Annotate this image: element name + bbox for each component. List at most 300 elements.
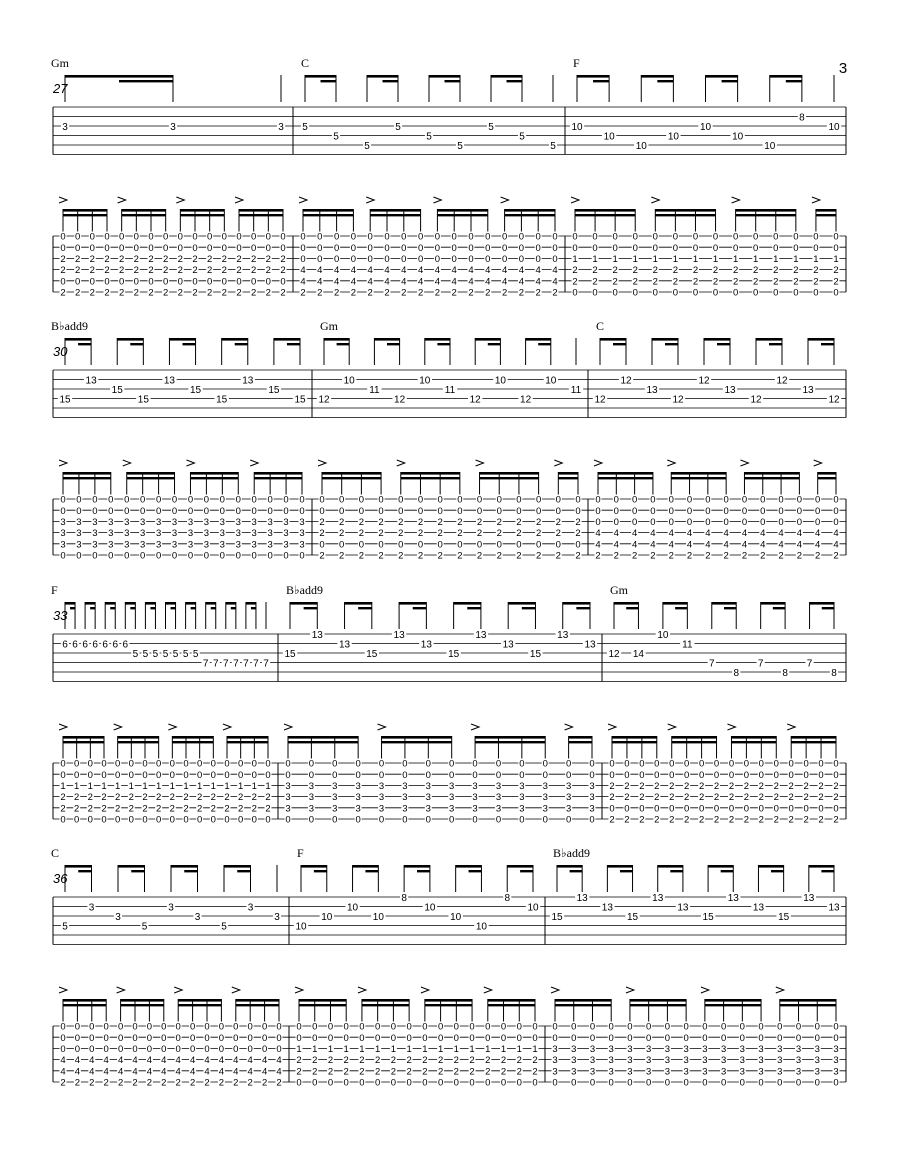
rhythm-fret-number: 0	[219, 494, 225, 506]
rhythm-fret-number: 2	[758, 814, 764, 826]
rhythm-fret-number: 0	[117, 1021, 124, 1033]
fret-number: 3	[278, 122, 284, 133]
rhythm-fret-number: 0	[612, 242, 618, 254]
rhythm-fret-number: 0	[813, 287, 819, 299]
rhythm-fret-number: 0	[406, 1032, 412, 1044]
rhythm-fret-number: 3	[833, 1066, 839, 1078]
rhythm-fret-number: 0	[777, 1032, 783, 1044]
rhythm-fret-number: 2	[654, 781, 660, 792]
rhythm-fret-number: 2	[453, 1066, 459, 1078]
accent-mark	[626, 987, 634, 993]
rhythm-fret-number: 0	[496, 494, 502, 506]
rhythm-fret-number: 0	[803, 769, 809, 781]
rhythm-fret-number: 0	[773, 287, 779, 299]
rhythm-fret-number: 0	[285, 814, 291, 826]
rhythm-fret-number: 2	[183, 803, 189, 815]
rhythm-fret-number: 0	[104, 242, 110, 254]
rhythm-fret-number: 0	[92, 494, 98, 506]
rhythm-fret-number: 0	[156, 769, 162, 781]
rhythm-fret-number: 4	[815, 539, 821, 551]
rhythm-fret-number: 2	[535, 287, 541, 299]
rhythm-fret-number: 0	[592, 231, 598, 243]
rhythm-fret-number: 2	[833, 781, 839, 792]
note-beam	[507, 865, 533, 868]
rhythm-fret-number: 4	[175, 1055, 181, 1067]
rhythm-fret-number: 0	[251, 494, 257, 506]
rhythm-fret-number: 2	[103, 1077, 109, 1089]
rhythm-fret-number: 1	[532, 1044, 538, 1055]
rhythm-fret-number: 0	[238, 814, 244, 826]
rhythm-fret-number: 1	[265, 781, 271, 792]
rhythm-fret-number: 0	[639, 769, 645, 781]
rhythm-fret-number: 0	[624, 803, 630, 815]
rhythm-fret-number: 0	[686, 494, 693, 506]
rhythm-fret-number: 0	[247, 1021, 253, 1033]
rhythm-fret-number: 0	[788, 769, 794, 781]
rhythm-fret-number: 2	[358, 517, 365, 528]
rhythm-fret-number: 2	[378, 517, 384, 528]
fret-number: 6	[112, 639, 119, 651]
rhythm-fret-number: 0	[183, 814, 189, 826]
fret-number: 3	[88, 902, 95, 914]
accent-mark	[295, 987, 303, 993]
rhythm-fret-number: 0	[378, 769, 385, 781]
rhythm-fret-number: 2	[236, 254, 242, 265]
note-beam	[612, 741, 657, 743]
rhythm-fret-number: 0	[672, 231, 679, 243]
rhythm-fret-number: 2	[652, 265, 658, 277]
rhythm-fret-number: 0	[155, 550, 162, 562]
note-beam	[555, 1004, 611, 1006]
note-beam	[65, 338, 91, 341]
rhythm-fret-number: 0	[401, 231, 407, 243]
accent-mark	[421, 987, 429, 993]
note-beam	[303, 209, 353, 212]
rhythm-fret-number: 0	[796, 505, 803, 517]
rhythm-fret-number: 0	[339, 494, 345, 506]
rhythm-fret-number: 3	[777, 1066, 783, 1078]
rhythm-fret-number: 2	[741, 550, 748, 562]
fret-number: 10	[450, 912, 462, 923]
note-beam	[652, 338, 678, 341]
rhythm-fret-number: 3	[219, 517, 225, 528]
note-beam	[761, 602, 785, 605]
rhythm-fret-number: 4	[233, 1066, 239, 1078]
rhythm-fret-number: 3	[449, 792, 455, 804]
rhythm-fret-number: 2	[624, 792, 630, 804]
rhythm-fret-number: 0	[261, 1044, 268, 1055]
rhythm-fret-number: 3	[495, 781, 502, 792]
chord-symbol: C	[301, 56, 310, 70]
fret-number: 5	[457, 141, 463, 152]
fret-number: 12	[776, 375, 788, 387]
note-beam	[121, 999, 164, 1002]
rhythm-fret-number: 2	[192, 265, 198, 277]
rhythm-fret-number: 2	[555, 517, 561, 528]
fret-number: 15	[702, 912, 714, 923]
rhythm-fret-number: 1	[732, 254, 739, 265]
rhythm-fret-number: 3	[571, 1066, 577, 1078]
rhythm-fret-number: 2	[723, 550, 729, 562]
accent-mark	[59, 987, 67, 993]
accent-mark	[250, 460, 258, 466]
rhythm-fret-number: 0	[390, 1021, 397, 1033]
note-beam	[655, 209, 715, 212]
rhythm-fret-number: 0	[133, 242, 139, 254]
rhythm-fret-number: 0	[815, 517, 821, 528]
note-beam	[520, 870, 533, 872]
rhythm-fret-number: 2	[773, 265, 779, 277]
rhythm-fret-number: 0	[612, 231, 618, 243]
rhythm-fret-number: 0	[187, 505, 194, 517]
rhythm-fret-number: 0	[705, 494, 711, 506]
rhythm-fret-number: 4	[247, 1055, 253, 1067]
accent-mark	[59, 197, 67, 203]
fret-number: 5	[333, 131, 339, 143]
note-beam	[358, 607, 372, 609]
rhythm-fret-number: 3	[92, 528, 98, 540]
rhythm-fret-number: 0	[608, 1021, 614, 1033]
rhythm-fret-number: 0	[720, 1021, 727, 1033]
note-beam	[508, 602, 535, 605]
rhythm-fret-number: 2	[261, 1077, 268, 1089]
fret-number: 10	[494, 375, 506, 387]
rhythm-fret-number: 0	[236, 231, 242, 243]
measure-number: 33	[53, 608, 68, 623]
rhythm-fret-number: 3	[378, 781, 385, 792]
rhythm-fret-number: 1	[453, 1044, 459, 1055]
rhythm-fret-number: 4	[247, 1066, 253, 1078]
rhythm-fret-number: 2	[156, 792, 162, 804]
rhythm-fret-number: 4	[613, 528, 619, 540]
note-beam	[670, 870, 683, 872]
rhythm-fret-number: 2	[128, 803, 134, 815]
rhythm-fret-number: 3	[402, 803, 408, 815]
rhythm-fret-number: 0	[87, 769, 93, 781]
rhythm-fret-number: 4	[175, 1066, 181, 1078]
rhythm-fret-number: 0	[753, 231, 759, 243]
note-beam	[130, 343, 143, 345]
rhythm-fret-number: 0	[535, 505, 542, 517]
accent-mark	[787, 724, 795, 730]
rhythm-fret-number: 2	[401, 287, 407, 299]
rhythm-fret-number: 3	[683, 1055, 689, 1067]
rhythm-fret-number: 2	[732, 276, 739, 288]
rhythm-fret-number: 0	[739, 1032, 745, 1044]
rhythm-fret-number: 2	[251, 254, 257, 265]
measure	[51, 56, 287, 299]
fret-number: 6	[62, 639, 68, 651]
rhythm-fret-number: 3	[758, 1044, 764, 1055]
note-beam	[367, 75, 398, 78]
rhythm-fret-number: 3	[565, 781, 572, 792]
rhythm-fret-number: 0	[589, 769, 595, 781]
note-beam	[480, 472, 539, 475]
rhythm-fret-number: 4	[161, 1055, 167, 1067]
note-beam	[425, 1004, 472, 1006]
note-beam	[172, 736, 213, 739]
rhythm-fret-number: 2	[183, 792, 189, 804]
rhythm-fret-number: 0	[778, 494, 784, 506]
rhythm-fret-number: 0	[631, 517, 638, 528]
rhythm-fret-number: 0	[285, 769, 291, 781]
rhythm-fret-number: 2	[221, 254, 227, 265]
fret-number: 10	[424, 902, 436, 914]
note-beam	[63, 209, 107, 212]
rhythm-fret-number: 3	[308, 781, 315, 792]
rhythm-fret-number: 0	[317, 254, 323, 265]
fret-number: 8	[733, 668, 740, 679]
rhythm-fret-number: 2	[398, 517, 404, 528]
rhythm-fret-number: 0	[251, 758, 257, 770]
rhythm-fret-number: 1	[375, 1044, 381, 1055]
rhythm-fret-number: 2	[60, 1077, 66, 1089]
rhythm-fret-number: 0	[495, 758, 502, 770]
rhythm-fret-number: 3	[627, 1044, 633, 1055]
rhythm-fret-number: 0	[359, 1021, 365, 1033]
rhythm-fret-number: 2	[803, 781, 809, 792]
note-beam	[557, 865, 582, 868]
fret-number: 11	[682, 639, 693, 651]
rhythm-fret-number: 1	[422, 1044, 428, 1055]
rhythm-fret-number: 3	[235, 539, 241, 551]
rhythm-fret-number: 0	[795, 1021, 802, 1033]
rhythm-fret-number: 2	[453, 1055, 459, 1067]
note-beam	[818, 472, 836, 475]
rhythm-fret-number: 0	[720, 1077, 727, 1089]
rhythm-fret-number: 0	[500, 1077, 507, 1089]
rhythm-fret-number: 1	[224, 781, 230, 792]
fret-number: 13	[420, 639, 432, 651]
rhythm-fret-number: 0	[437, 1077, 444, 1089]
rhythm-fret-number: 0	[224, 758, 230, 770]
fret-number: 11	[369, 385, 380, 396]
rhythm-fret-number: 0	[833, 517, 839, 528]
rhythm-fret-number: 2	[833, 550, 839, 562]
rhythm-fret-number: 0	[814, 1021, 820, 1033]
rhythm-fret-number: 0	[332, 814, 338, 826]
rhythm-fret-number: 2	[384, 287, 390, 299]
rhythm-fret-number: 0	[161, 1021, 167, 1033]
rhythm-fret-number: 1	[210, 781, 216, 792]
rhythm-fret-number: 0	[485, 1021, 491, 1033]
rhythm-fret-number: 0	[308, 814, 315, 826]
rhythm-fret-number: 0	[592, 287, 598, 299]
rhythm-fret-number: 3	[739, 1044, 745, 1055]
rhythm-fret-number: 0	[251, 276, 257, 288]
rhythm-fret-number: 0	[175, 1021, 181, 1033]
note-beam	[383, 80, 399, 82]
rhythm-fret-number: 0	[639, 758, 645, 770]
rhythm-fret-number: 0	[171, 550, 178, 562]
rhythm-fret-number: 1	[296, 1044, 302, 1055]
rhythm-fret-number: 0	[378, 505, 384, 517]
rhythm-fret-number: 3	[92, 517, 98, 528]
note-beam	[127, 477, 175, 479]
rhythm-fret-number: 0	[187, 494, 194, 506]
rhythm-fret-number: 2	[788, 781, 794, 792]
rhythm-fret-number: 1	[343, 1044, 349, 1055]
rhythm-fret-number: 0	[632, 242, 638, 254]
rhythm-fret-number: 2	[175, 1077, 181, 1089]
fret-number: 10	[545, 375, 557, 387]
note-beam	[526, 338, 551, 341]
accent-mark	[284, 724, 292, 730]
rhythm-fret-number: 3	[795, 1044, 802, 1055]
rhythm-fret-number: 2	[632, 276, 638, 288]
rhythm-fret-number: 4	[401, 276, 407, 288]
rhythm-fret-number: 0	[422, 1021, 428, 1033]
note-beam	[211, 607, 216, 609]
rhythm-fret-number: 3	[155, 528, 162, 540]
rhythm-fret-number: 2	[555, 550, 561, 562]
rhythm-fret-number: 0	[210, 758, 216, 770]
note-beam	[110, 607, 115, 609]
rhythm-fret-number: 0	[343, 1077, 349, 1089]
chord-symbol: B♭add9	[553, 846, 590, 860]
note-beam	[239, 209, 283, 212]
note-beam	[78, 870, 91, 872]
note-beam	[488, 999, 535, 1002]
rhythm-fret-number: 2	[251, 792, 257, 804]
rhythm-fret-number: 3	[472, 781, 478, 792]
note-beam	[122, 214, 166, 216]
rhythm-fret-number: 2	[207, 254, 213, 265]
rhythm-fret-number: 2	[575, 517, 581, 528]
rhythm-fret-number: 2	[60, 287, 66, 299]
rhythm-fret-number: 3	[720, 1066, 727, 1078]
rhythm-fret-number: 3	[833, 1055, 839, 1067]
rhythm-fret-number: 0	[417, 494, 424, 506]
fret-number: 7	[202, 658, 209, 670]
rhythm-fret-number: 0	[192, 276, 198, 288]
rhythm-fret-number: 2	[238, 792, 244, 804]
rhythm-fret-number: 4	[132, 1066, 138, 1078]
rhythm-fret-number: 0	[300, 231, 306, 243]
fret-number: 8	[401, 893, 407, 904]
rhythm-fret-number: 0	[355, 769, 361, 781]
rhythm-fret-number: 0	[793, 231, 799, 243]
rhythm-fret-number: 0	[350, 254, 357, 265]
rhythm-fret-number: 3	[664, 1044, 671, 1055]
rhythm-fret-number: 0	[75, 231, 81, 243]
fret-number: 12	[608, 649, 620, 660]
note-beam	[577, 75, 609, 78]
note-beam	[236, 999, 279, 1002]
rhythm-fret-number: 2	[89, 287, 95, 299]
note-beam	[425, 999, 472, 1002]
rhythm-fret-number: 3	[542, 803, 548, 815]
rhythm-fret-number: 0	[401, 242, 407, 254]
rhythm-fret-number: 0	[758, 1077, 764, 1089]
rhythm-fret-number: 4	[741, 528, 748, 540]
rhythm-fret-number: 2	[516, 528, 522, 540]
rhythm-fret-number: 0	[516, 1077, 522, 1089]
rhythm-fret-number: 0	[613, 505, 619, 517]
rhythm-fret-number: 0	[210, 814, 216, 826]
rhythm-fret-number: 2	[595, 550, 601, 562]
rhythm-fret-number: 0	[163, 242, 169, 254]
rhythm-fret-number: 0	[552, 231, 558, 243]
rhythm-fret-number: 0	[75, 276, 81, 288]
note-beam	[672, 736, 717, 739]
rhythm-fret-number: 0	[732, 231, 739, 243]
rhythm-fret-number: 2	[359, 1066, 365, 1078]
rhythm-fret-number: 0	[552, 242, 558, 254]
rhythm-fret-number: 0	[207, 276, 213, 288]
fret-number: 5	[550, 141, 556, 152]
note-beam	[822, 607, 834, 609]
rhythm-fret-number: 0	[496, 505, 502, 517]
rhythm-fret-number: 0	[631, 494, 638, 506]
rhythm-fret-number: 0	[265, 231, 271, 243]
rhythm-fret-number: 0	[728, 803, 735, 815]
rhythm-fret-number: 0	[267, 494, 273, 506]
rhythm-fret-number: 0	[684, 769, 690, 781]
chord-symbol: Gm	[51, 56, 69, 70]
rhythm-fret-number: 0	[646, 1077, 652, 1089]
rhythm-fret-number: 0	[175, 1044, 181, 1055]
rhythm-fret-number: 0	[276, 1021, 282, 1033]
rhythm-fret-number: 0	[402, 814, 408, 826]
note-beam	[63, 999, 106, 1002]
rhythm-fret-number: 2	[221, 265, 227, 277]
fret-number: 3	[168, 902, 174, 914]
note-beam	[507, 80, 523, 82]
rhythm-fret-number: 2	[713, 814, 720, 826]
rhythm-fret-number: 4	[117, 1066, 124, 1078]
rhythm-fret-number: 0	[319, 494, 325, 506]
note-beam	[246, 602, 256, 605]
rhythm-fret-number: 0	[60, 758, 66, 770]
fret-number: 10	[571, 122, 583, 133]
rhythm-fret-number: 4	[451, 276, 457, 288]
note-beam	[131, 870, 144, 872]
rhythm-fret-number: 1	[773, 254, 779, 265]
rhythm-fret-number: 2	[115, 792, 121, 804]
rhythm-fret-number: 0	[60, 1044, 66, 1055]
rhythm-fret-number: 2	[833, 276, 839, 288]
note-beam	[809, 865, 834, 868]
rhythm-fret-number: 0	[375, 1021, 381, 1033]
fret-number: 10	[372, 912, 384, 923]
rhythm-fret-number: 0	[398, 505, 404, 517]
rhythm-fret-number: 2	[684, 781, 690, 792]
rhythm-fret-number: 2	[654, 814, 660, 826]
rhythm-fret-number: 4	[668, 528, 674, 540]
rhythm-fret-number: 0	[233, 1044, 239, 1055]
rhythm-fret-number: 2	[378, 550, 384, 562]
fret-number: 7	[806, 658, 813, 670]
note-beam	[70, 607, 75, 609]
accent-mark	[174, 987, 182, 993]
note-beam	[63, 214, 107, 216]
rhythm-fret-number: 3	[355, 781, 361, 792]
rhythm-fret-number: 0	[542, 814, 548, 826]
rhythm-fret-number: 3	[589, 1055, 596, 1067]
note-beam	[663, 602, 687, 605]
rhythm-fret-number: 2	[192, 254, 198, 265]
rhythm-fret-number: 0	[161, 1032, 167, 1044]
rhythm-fret-number: 0	[175, 1032, 181, 1044]
fret-number: 15	[189, 385, 202, 396]
rhythm-fret-number: 3	[758, 1055, 764, 1067]
accent-mark	[740, 460, 748, 466]
rhythm-fret-number: 0	[124, 494, 130, 506]
note-beam	[818, 477, 836, 479]
rhythm-fret-number: 0	[117, 1032, 124, 1044]
rhythm-fret-number: 0	[669, 769, 675, 781]
